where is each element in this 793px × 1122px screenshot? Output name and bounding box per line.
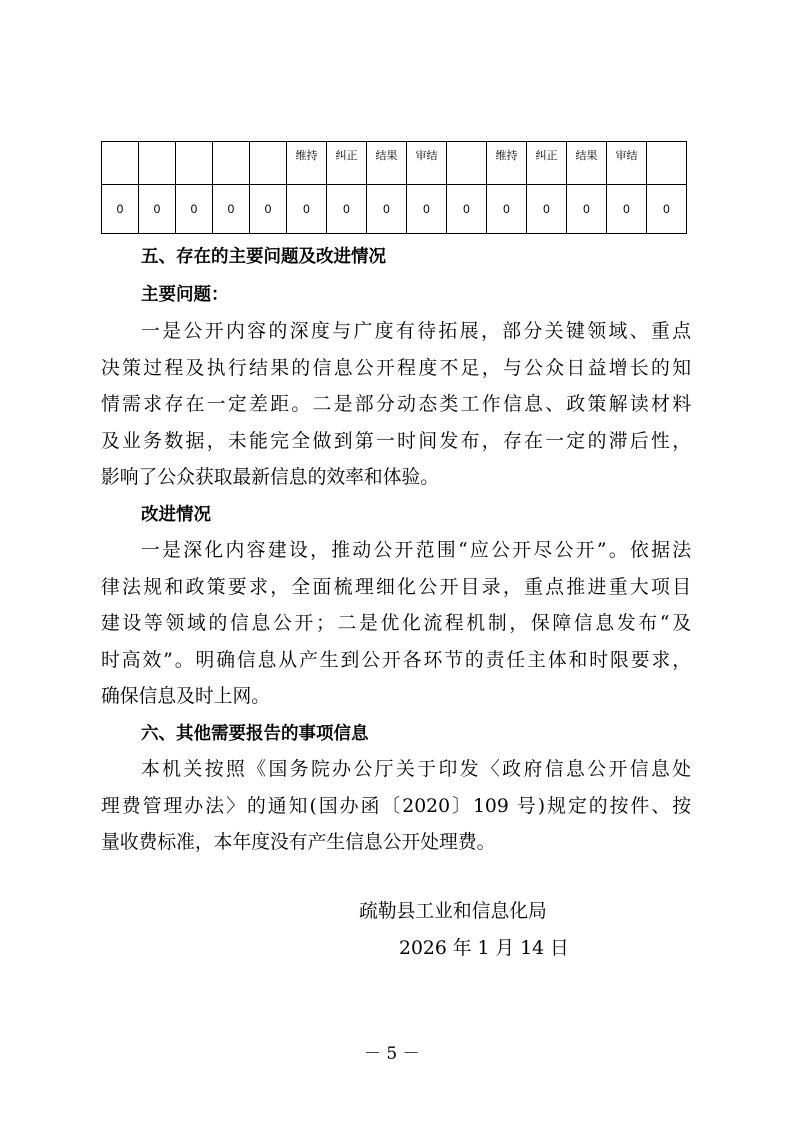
paragraph-line: 一是公开内容的深度与广度有待拓展，部分关键领域、重点 <box>141 321 691 342</box>
table-cell: 0 <box>567 185 607 234</box>
paragraph-line: 及业务数据，未能完全做到第一时间发布，存在一定的滞后性， <box>101 431 691 452</box>
section5-heading: 五、存在的主要问题及改进情况 <box>141 247 386 267</box>
table-cell: 0 <box>139 185 176 234</box>
table-cell <box>139 142 176 185</box>
paragraph-line: 律法规和政策要求，全面梳理细化公开目录，重点推进重大项目 <box>101 577 691 598</box>
paragraph-line: 理费管理办法〉的通知(国办函〔2020〕109 号)规定的按件、按 <box>101 796 691 817</box>
table-cell: 0 <box>447 185 487 234</box>
table-cell <box>213 142 250 185</box>
paragraph-line: 本机关按照《国务院办公厅关于印发〈政府信息公开信息处 <box>141 759 691 780</box>
table-cell: 0 <box>367 185 407 234</box>
table-cell: 0 <box>250 185 287 234</box>
table-cell: 0 <box>176 185 213 234</box>
table-cell <box>250 142 287 185</box>
table-cell: 0 <box>407 185 447 234</box>
section6-heading: 六、其他需要报告的事项信息 <box>141 724 369 744</box>
table-cell: 纠正 <box>527 142 567 185</box>
table-cell: 0 <box>287 185 327 234</box>
problems-title: 主要问题： <box>141 285 229 305</box>
table-cell: 结果 <box>367 142 407 185</box>
statistics-table <box>101 141 687 234</box>
table-cell: 0 <box>487 185 527 234</box>
table-value-row <box>102 185 687 234</box>
table-cell: 纠正 <box>327 142 367 185</box>
table-cell <box>447 142 487 185</box>
table-cell: 审结 <box>607 142 647 185</box>
table-cell: 结果 <box>567 142 607 185</box>
table-cell: 维持 <box>487 142 527 185</box>
paragraph-line: 影响了公众获取最新信息的效率和体验。 <box>101 467 440 488</box>
table-cell <box>647 142 687 185</box>
table-cell: 0 <box>327 185 367 234</box>
table-cell: 0 <box>213 185 250 234</box>
table-cell: 0 <box>527 185 567 234</box>
table-header-row <box>102 142 687 185</box>
table-cell: 维持 <box>287 142 327 185</box>
table-cell <box>176 142 213 185</box>
paragraph-line: 确保信息及时上网。 <box>101 686 271 707</box>
table-cell: 0 <box>647 185 687 234</box>
paragraph-line: 一是深化内容建设，推动公开范围“应公开尽公开”。依据法 <box>141 540 691 561</box>
paragraph-line: 情需求存在一定差距。二是部分动态类工作信息、政策解读材料 <box>101 394 691 415</box>
signature-org: 疏勒县工业和信息化局 <box>359 901 547 922</box>
signature-date: 2026 年 1 月 14 日 <box>399 938 569 959</box>
table-cell: 0 <box>102 185 139 234</box>
table-cell: 审结 <box>407 142 447 185</box>
table-cell: 0 <box>607 185 647 234</box>
paragraph-line: 量收费标准，本年度没有产生信息公开处理费。 <box>101 832 496 853</box>
paragraph-line: 决策过程及执行结果的信息公开程度不足，与公众日益增长的知 <box>101 358 691 379</box>
page-number: － 5 － <box>364 1044 420 1064</box>
table-cell <box>102 142 139 185</box>
improve-title: 改进情况 <box>141 505 211 525</box>
paragraph-line: 时高效”。明确信息从产生到公开各环节的责任主体和时限要求， <box>101 650 691 671</box>
paragraph-line: 建设等领域的信息公开；二是优化流程机制，保障信息发布“及 <box>101 613 691 634</box>
